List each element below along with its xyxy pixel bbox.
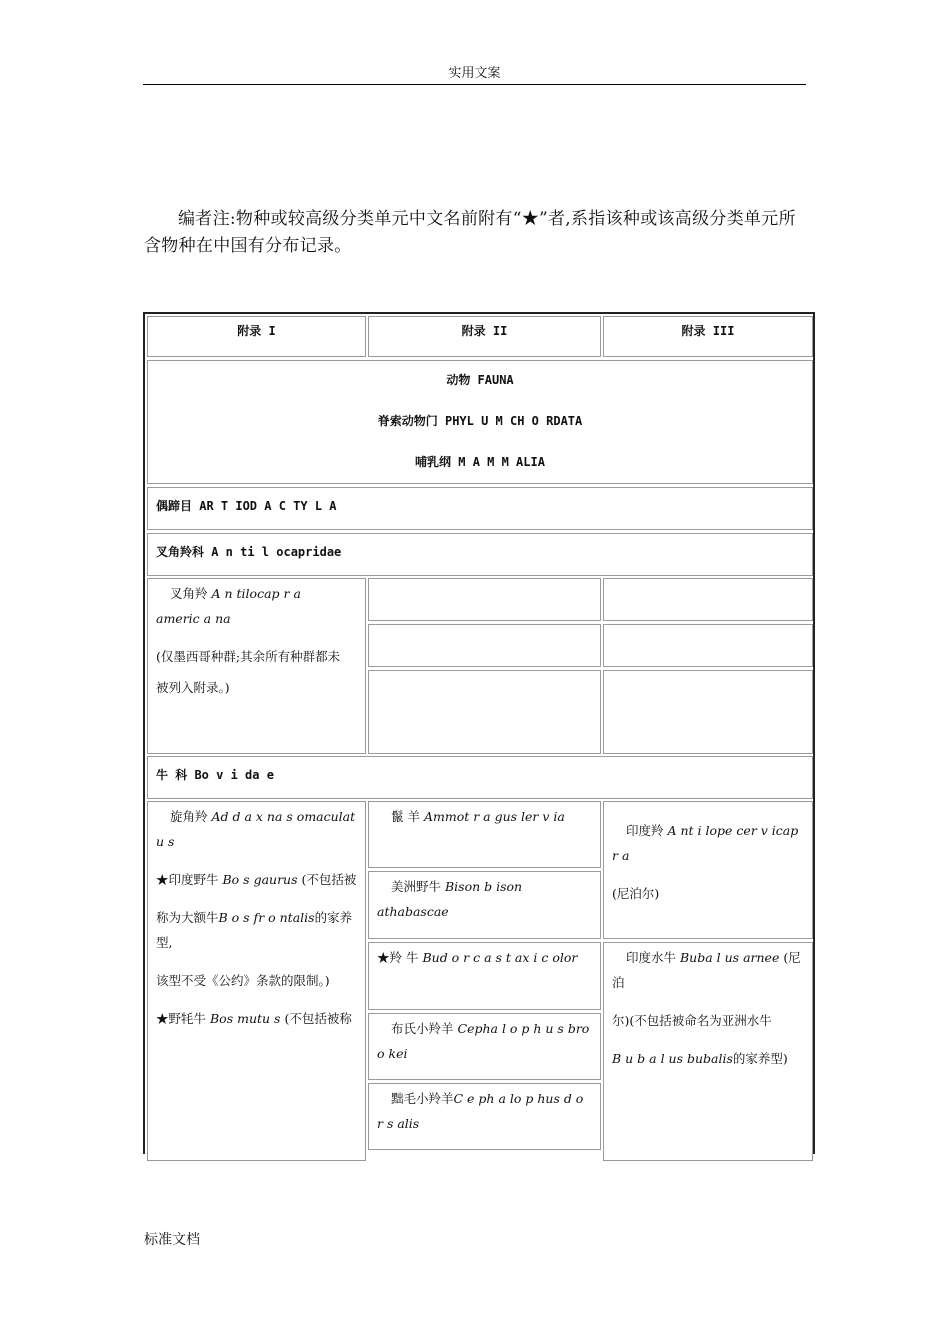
bubalus-cn: 印度水牛 [626,950,677,965]
bubalus-sci: Buba l us arnee [680,950,780,965]
budorcas-cell [368,942,601,1010]
antilocapra-sci: A n tilocap r a [211,586,301,601]
addax-cn: 旋角羚 [170,809,208,824]
class-label: 哺乳纲 M A M M ALIA [415,455,545,469]
bovidae-app1-cell [147,801,366,1161]
bubalus-note-3-end: 的家养型) [732,1051,788,1066]
gaurus-note-2-cn: 称为大额牛 [156,910,219,925]
phylum-label: 脊索动物门 PHYL U M CH O RDATA [377,414,583,428]
ammotragus-cell [368,801,601,868]
cephalophus-dorsalis-cn: 黜毛小羚羊 [391,1091,454,1106]
antilope-note: (尼泊尔) [612,886,660,901]
cephalophus-dorsalis-cell [368,1083,601,1150]
antilocapra-cell [147,578,366,754]
ammotragus-cn: 鬣 羊 [391,809,420,824]
ammotragus-sci: Ammot r a gus ler v ia [423,809,565,824]
gaurus-note-1: (不包括被 [301,872,357,887]
antilope-cell [603,801,813,939]
antilocapra-app2-cell-1 [368,578,601,621]
bubalus-cell [603,942,813,1161]
col-header-appendix-2: 附录 II [368,316,601,357]
gaurus-note-3: 该型不受《公约》条款的限制。) [156,973,330,988]
bubalus-note-2: 尔)(不包括被命名为亚洲水牛 [612,1013,772,1028]
bison-sci: Bison b ison athabascae [377,879,523,919]
antilocapra-app2-cell-2 [368,624,601,667]
antilocapra-app2-cell-3 [368,670,601,754]
order-row: 偶蹄目 AR T IOD A C TY L A [147,487,813,530]
mutus-note: (不包括被称 [284,1011,352,1026]
budorcas-cn: ★羚 牛 [377,950,419,965]
kingdom-label: 动物 FAUNA [446,373,514,387]
cephalophus-dorsalis-sci: C e ph a lo p hus d o r s alis [377,1091,584,1131]
addax-sci: Ad d a x na s omaculat u s [156,809,356,849]
antilocapra-cn: 叉角羚 [170,586,208,601]
bison-cn: 美洲野牛 [391,879,442,894]
page-footer: 标准文档 [144,1232,200,1248]
family-row-bovidae: 牛 科 Bo v i da e [147,756,813,799]
mutus-cn: ★野牦牛 [156,1011,207,1026]
antilope-cn: 印度羚 [626,823,664,838]
budorcas-sci: Bud o r c a s t ax i c olor [422,950,578,965]
bubalus-note-3-sci: B u b a l us bubalis [612,1051,733,1066]
editor-note: 编者注:物种或较高级分类单元中文名前附有“★”者,系指该种或该高级分类单元所含物种在中国有分布记录。 [144,209,796,256]
antilope-sci: A nt i lope cer v icap r a [612,823,799,863]
antilocapra-note-2: 被列入附录。) [156,680,230,695]
col-header-appendix-3: 附录 III [603,316,813,357]
gaurus-sci: Bo s gaurus [222,872,298,887]
cites-table [143,312,815,1154]
antilocapra-sci-2: americ a na [156,611,231,626]
mutus-sci: Bos mutu s [210,1011,281,1026]
bubalus-note-1: (尼泊 [612,950,801,990]
antilocapra-app3-cell-3 [603,670,813,754]
cephalophus-brookei-cn: 布氏小羚羊 [391,1021,454,1036]
antilocapra-note: (仅墨西哥种群;其余所有种群都未 [156,649,341,664]
bison-cell [368,871,601,939]
cephalophus-brookei-sci: Cepha l o p h u s bro o kei [377,1021,590,1061]
fauna-block [147,360,813,484]
family-row-antilocapridae: 叉角羚科 A n ti l ocapridae [147,533,813,576]
page-header: 实用文案 [143,64,806,85]
antilocapra-app3-cell-2 [603,624,813,667]
cephalophus-brookei-cell [368,1013,601,1080]
antilocapra-app3-cell-1 [603,578,813,621]
gaurus-note-2-end: 的家养型, [156,910,353,950]
gaurus-cn: ★印度野牛 [156,872,219,887]
col-header-appendix-1: 附录 I [147,316,366,357]
gaurus-note-2-sci: B o s fr o ntalis [218,910,315,925]
